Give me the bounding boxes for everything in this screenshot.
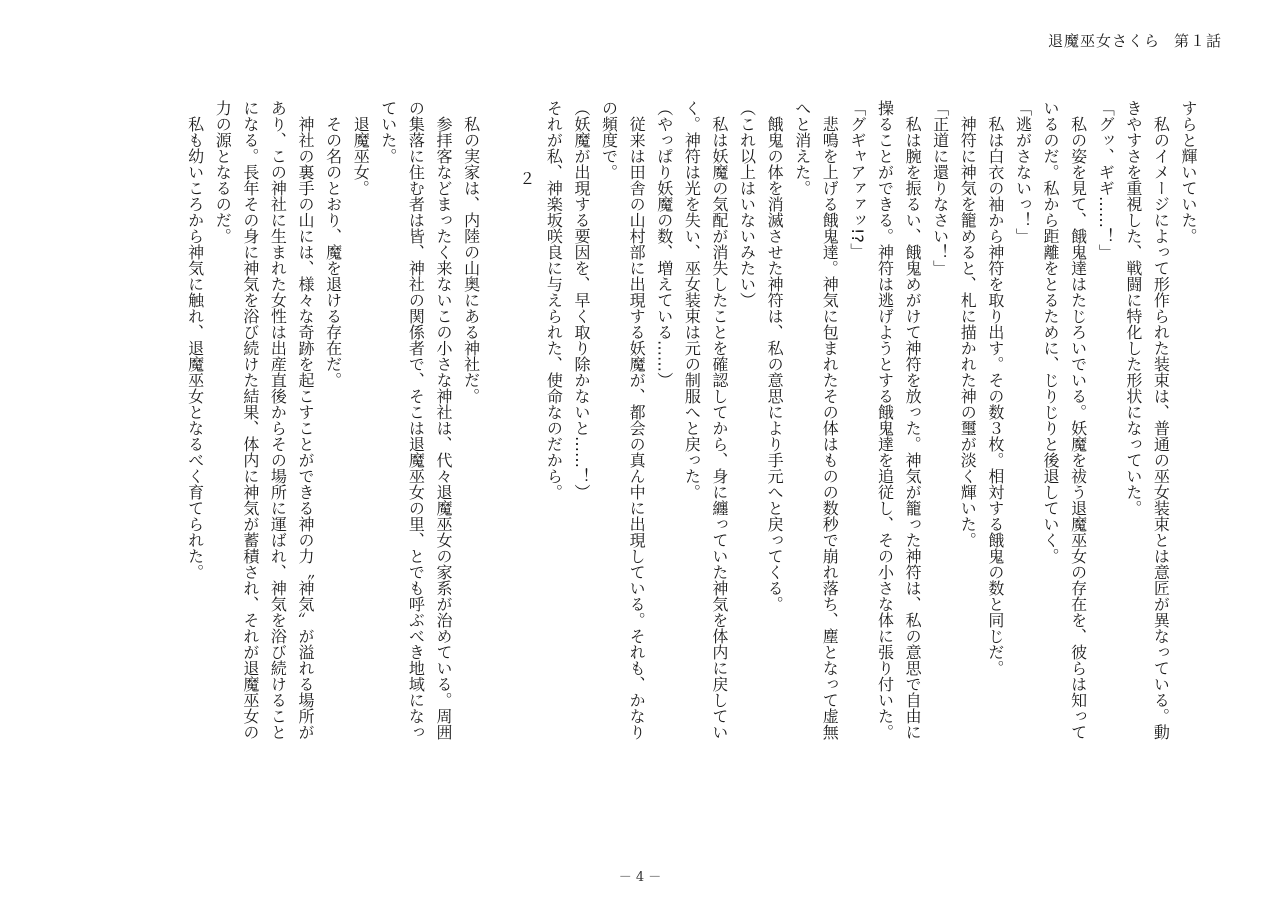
text-line [485,100,513,800]
text-line: 「グッ、ギギ……！」 [1096,100,1116,260]
chapter-label: 第１話 [1173,32,1222,50]
text-line: きやすさを重視した、戦闘に特化した形状になっていた。 [1123,100,1143,516]
text-line: になる。長年その身に神気を浴び続けた結果、体内に神気が蓄積され、それが退魔巫女の [240,100,260,740]
text-line: （これ以上はいないみたい） [737,100,757,308]
page-number: － 4 － [618,870,662,885]
text-line: （妖魔が出現する要因を、早く取り除かないと……！） [571,100,591,500]
text-line: 神社の裏手の山には、様々な奇跡を起こすことができる神の力〝神気〟が溢れる場所が [296,116,315,740]
vertical-body-text [62,100,1202,800]
text-line: 私の姿を見て、餓鬼達はたじろいでいる。妖魔を祓う退魔巫女の存在を、彼らは知って [1068,116,1088,740]
text-line: へと消えた。 [792,100,812,196]
text-line: 私の実家は、内陸の山奥にある神社だ。 [461,116,481,404]
text-line: 「逃がさないっ！」 [1013,100,1033,244]
text-line: 私は妖魔の気配が消失したことを確認してから、身に纏っていた神気を体内に戻してい [709,116,729,740]
text-line: 私は腕を振るい、餓鬼めがけて神符を放った。神気が籠った神符は、私の意思で自由に [903,116,923,740]
text-line: 餓鬼の体を消滅させた神符は、私の意思により手元へと戻ってくる。 [765,116,785,612]
text-line: く。神符は光を失い、巫女装束は元の制服へと戻った。 [682,100,702,500]
text-line: ていた。 [378,100,398,164]
book-title: 退魔巫女さくら [1047,32,1160,50]
text-line: 悲鳴を上げる餓鬼達。神気に包まれたその体はものの数秒で崩れ落ち、塵となって虚無 [820,116,840,740]
text-line: 私は白衣の袖から神符を取り出す。その数３枚。相対する餓鬼の数と同じだ。 [985,116,1005,676]
text-line: すらと輝いていた。 [1179,100,1198,244]
text-line: 従来は田舎の山村部に出現する妖魔が、都会の真ん中に出現している。それも、かなり [627,116,647,740]
text-line: それが私、神楽坂咲良に与えられた、使命なのだから。 [544,100,564,500]
text-line: 神符に神気を籠めると、札に描かれた神の璽が淡く輝いた。 [958,116,978,548]
text-line: （やっぱり妖魔の数、増えている……） [654,100,674,388]
text-line: 「グギャアァァッ!?」 [847,100,867,259]
text-line: の集落に住む者は皆、神社の関係者で、そこは退魔巫女の里、とでも呼ぶべき地域になっ [406,100,426,740]
text-line: 私も幼いころから神気に触れ、退魔巫女となるべく育てられた。 [185,116,205,580]
running-header [1048,30,1222,51]
text-line: 操ることができる。神符は逃げようとする餓鬼達を追従し、その小さな体に張り付いた。 [875,100,895,740]
text-line: 「正道に還りなさい！」 [930,100,950,276]
text-line: 退魔巫女。 [351,116,371,196]
text-line: その名のとおり、魔を退ける存在だ。 [323,116,343,388]
text-line: 力の源となるのだ。 [213,100,233,244]
section-heading: ２ [516,170,536,187]
text-line: の頻度で。 [599,100,619,180]
text-line: 参拝客などまったく来ないこの小さな神社は、代々退魔巫女の家系が治めている。周囲 [433,116,453,740]
text-line: あり、この神社に生まれた女性は出産直後からその場所に運ばれ、神気を浴び続けること [268,100,288,740]
text-line: いるのだ。私から距離をとるために、じりじりと後退していく。 [1041,100,1061,564]
text-line: 私のイメージによって形作られた装束は、普通の巫女装束とは意匠が異なっている。動 [1151,116,1171,740]
